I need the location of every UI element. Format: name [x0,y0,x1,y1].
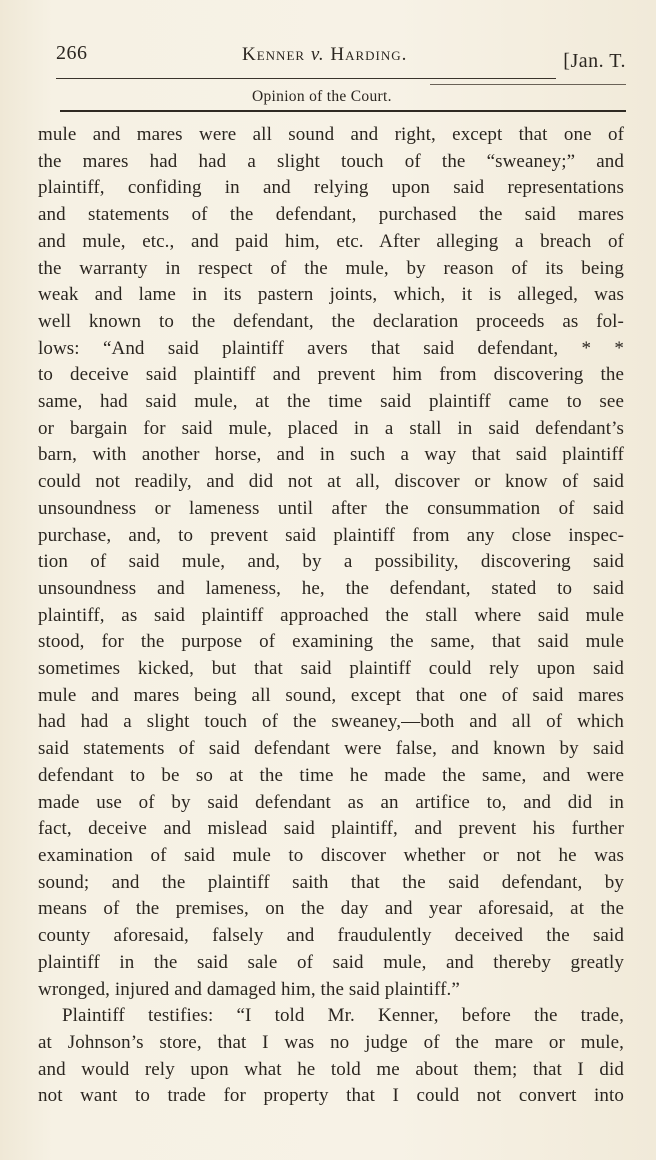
section-label: Opinion of the Court. [252,88,392,105]
text-line: sometimes kicked, but that said plaintiff could rely upon said [38,658,624,680]
text-line: unsoundness or lameness until after the consummation of said [38,497,624,519]
text-line: fact, deceive and mislead said plaintiff, and prevent his further [38,818,624,840]
text-line: and would rely upon what he told me about them; that I did [38,1058,624,1080]
text-line: lows: “And said plaintiff avers that said defendant, * * [38,337,624,359]
text-line: means of the premises, on the day and year aforesaid, at the [38,898,624,920]
text-line: same, had said mule, at the time said plaintiff came to see [38,391,624,413]
page-number: 266 [56,42,88,64]
text-line: mule and mares were all sound and right, except that one of [38,124,624,145]
text-line: unsoundness and lameness, he, the defendant, stated to said [38,577,624,599]
running-head [56,40,626,80]
text-line: made use of by said defendant as an artifice to, and did in [38,791,624,813]
text-line: the mares had had a slight touch of the “sweaney;” and [38,150,624,172]
case-title-versus: v. [310,44,325,65]
text-line: plaintiff, as said plaintiff approached the stall where said mule [38,604,624,626]
section-rule [60,110,626,112]
text-line: to deceive said plaintiff and prevent him from discovering the [38,364,624,386]
text-line: and statements of the defendant, purchased the said mares [38,204,624,226]
text-line: Plaintiff testifies: “I told Mr. Kenner, before the trade, [62,1005,624,1027]
text-line: sound; and the plaintiff saith that the said defendant, by [38,871,624,893]
text-line: or bargain for said mule, placed in a stall in said defendant’s [38,417,624,439]
header-rule-thin [430,84,626,85]
text-line: mule and mares being all sound, except that one of said mares [38,684,624,706]
text-line: said statements of said defendant were false, and known by said [38,738,624,760]
text-line: had had a slight touch of the sweaney,—both and all of which [38,711,624,733]
text-line: plaintiff, confiding in and relying upon said representations [38,177,624,199]
text-line: not want to trade for property that I could not convert into [38,1085,624,1107]
text-line: county aforesaid, falsely and fraudulently deceived the said [38,925,624,947]
body-text [38,122,624,1110]
text-line: and mule, etc., and paid him, etc. After alleging a breach of [38,230,624,252]
text-line: could not readily, and did not at all, discover or know of said [38,471,624,493]
case-title-defendant: Harding. [330,44,408,65]
text-line: plaintiff in the said sale of said mule, and thereby greatly [38,951,624,973]
text-line: purchase, and, to prevent said plaintiff from any close inspec- [38,524,624,546]
case-title-plaintiff: Kenner [242,44,306,65]
text-line: defendant to be so at the time he made the same, and were [38,764,624,786]
text-line: barn, with another horse, and in such a way that said plaintiff [38,444,624,466]
text-line: examination of said mule to discover whether or not he was [38,844,624,866]
case-title [242,44,407,66]
header-rule [56,78,556,79]
term-label: [Jan. T. [563,50,626,72]
text-line: tion of said mule, and, by a possibility, discovering said [38,551,624,573]
text-line: the warranty in respect of the mule, by reason of its being [38,257,624,279]
text-line: weak and lame in its pastern joints, which, it is alleged, was [38,284,624,306]
text-line: at Johnson’s store, that I was no judge of the mare or mule, [38,1031,624,1053]
text-line: wronged, injured and damaged him, the said plaintiff.” [38,978,460,1000]
text-line: well known to the defendant, the declaration proceeds as fol- [38,310,624,332]
text-line: stood, for the purpose of examining the same, that said mule [38,631,624,653]
